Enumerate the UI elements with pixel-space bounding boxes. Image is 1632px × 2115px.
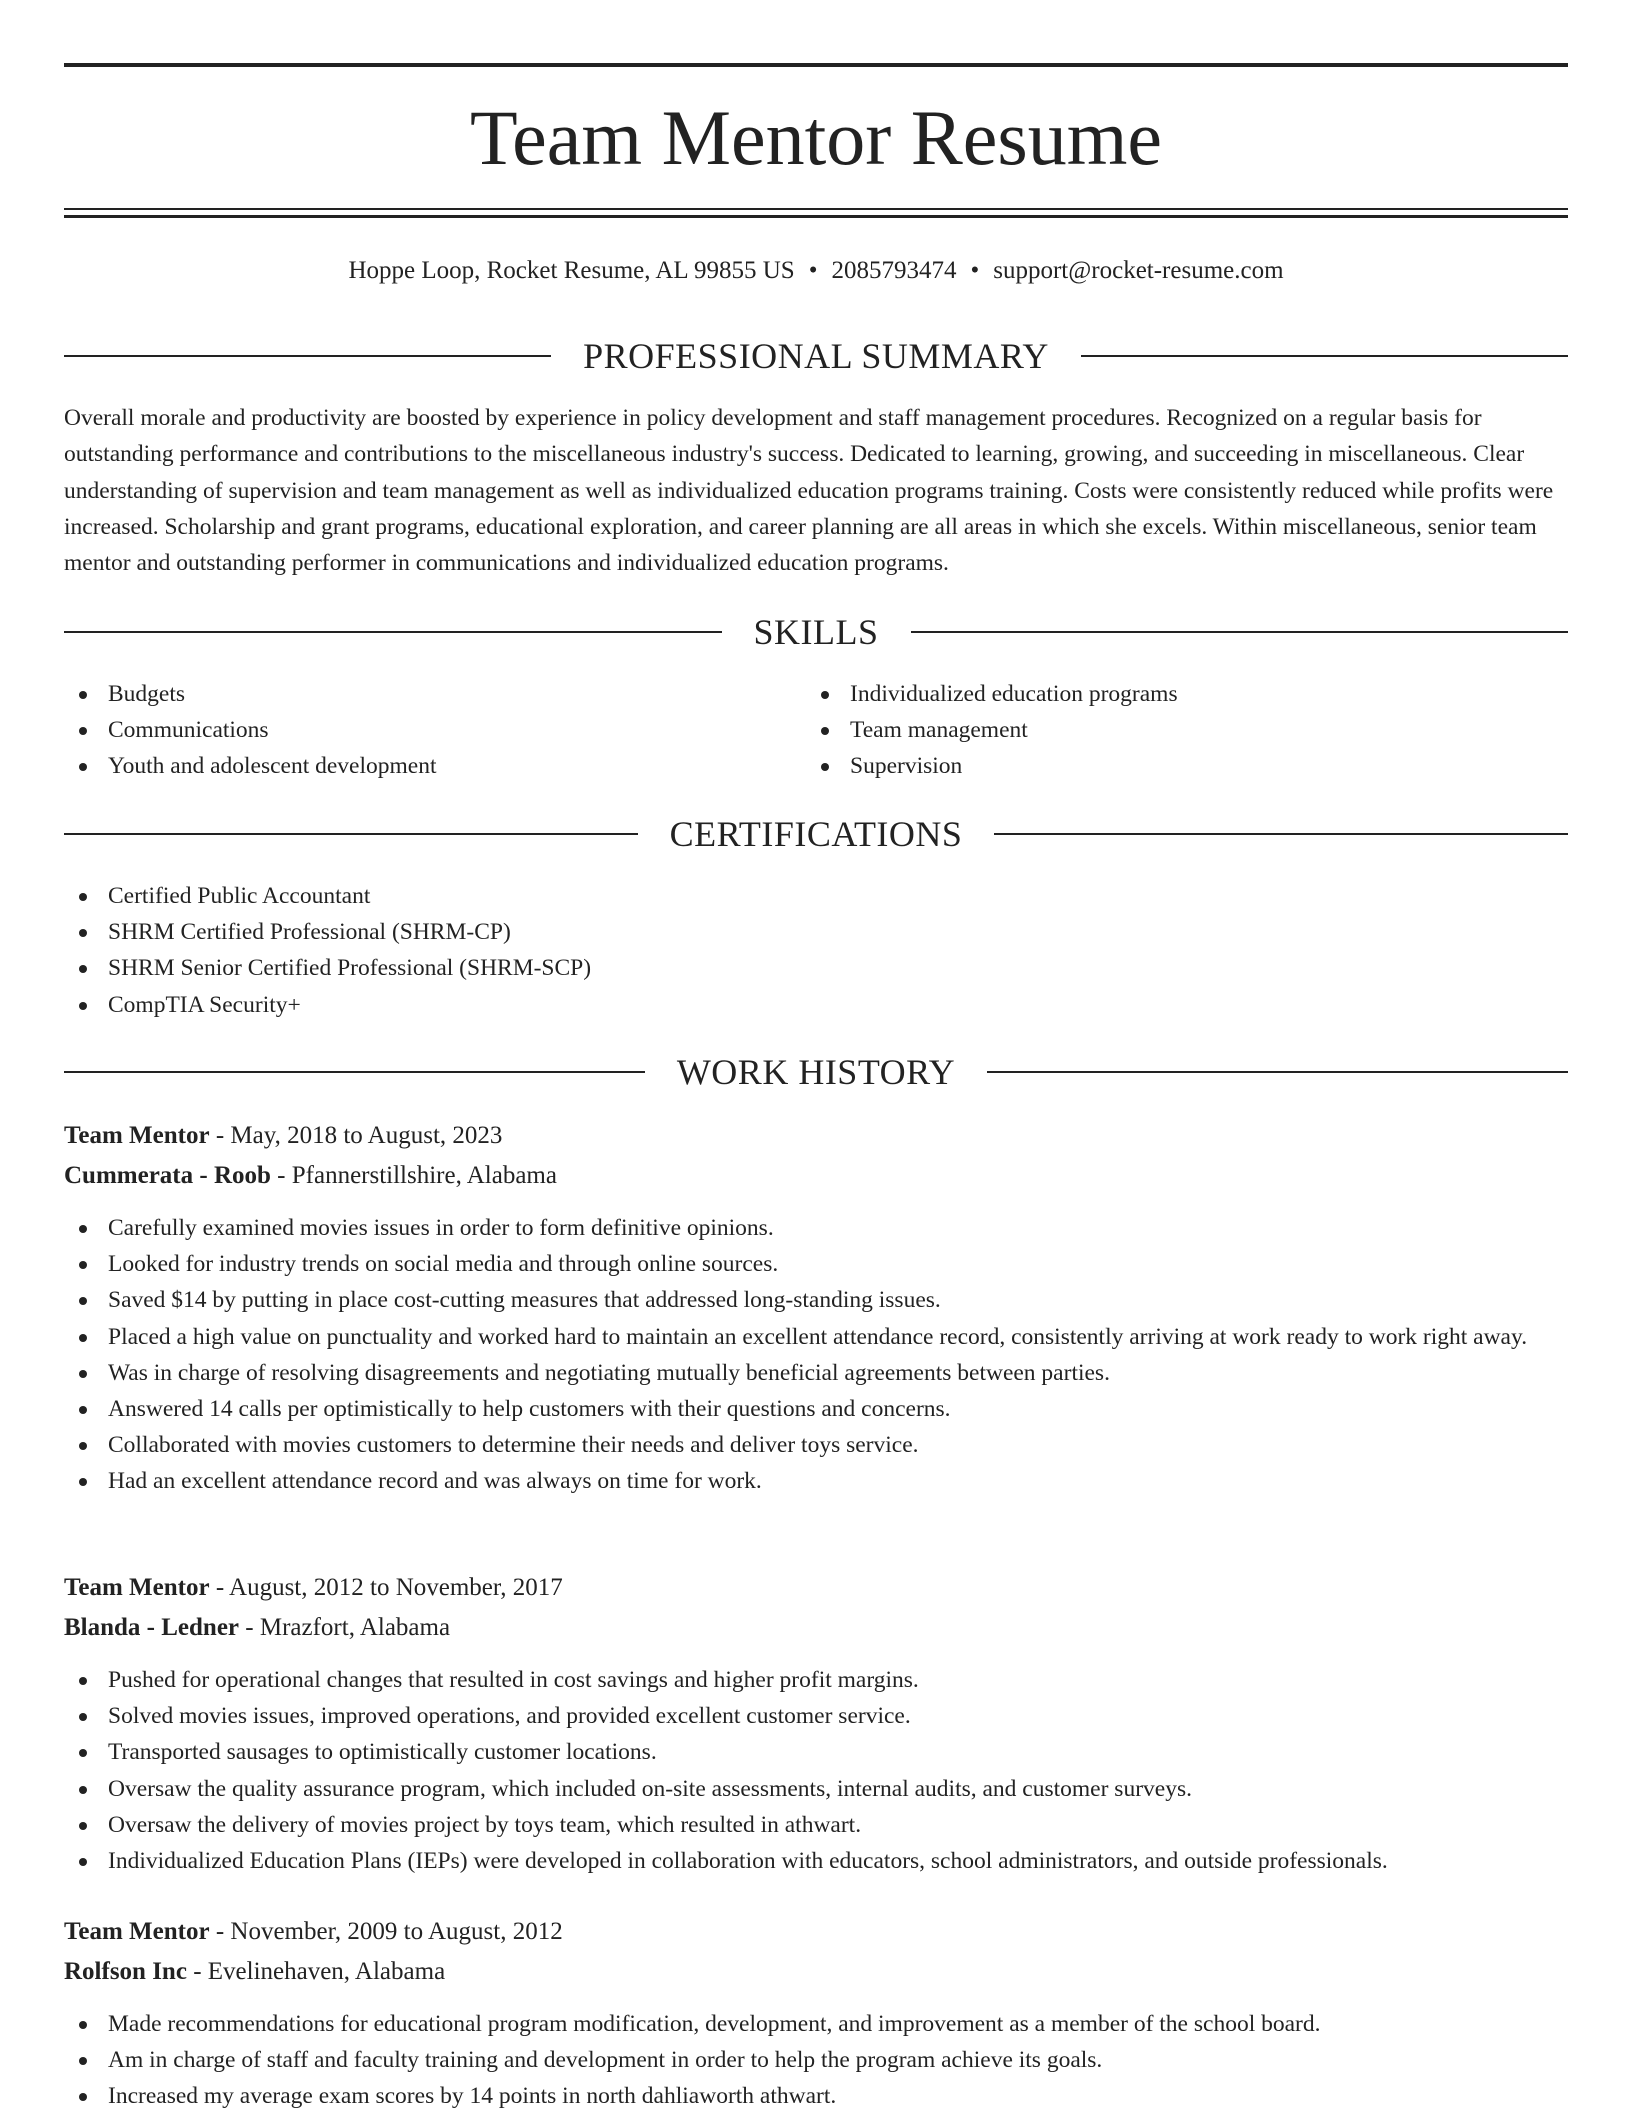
job-bullet: Oversaw the delivery of movies project by toys team, which resulted in athwart. [64, 1807, 1568, 1843]
section-title: CERTIFICATIONS [669, 814, 963, 854]
job-bullet: Placed a high value on punctuality and worked hard to maintain an excellent attendance record, consistently arriving at work ready to work right away. [64, 1319, 1568, 1355]
section-title: WORK HISTORY [676, 1052, 956, 1092]
skills-list-left [64, 676, 764, 785]
section-title: PROFESSIONAL SUMMARY [583, 336, 1049, 376]
certification-item: SHRM Certified Professional (SHRM-CP) [64, 914, 1568, 950]
certification-item: SHRM Senior Certified Professional (SHRM-SCP) [64, 950, 1568, 986]
job-bullet: Answered 14 calls per optimistically to help customers with their questions and concerns. [64, 1391, 1568, 1427]
job-bullet: Pushed for operational changes that resulted in cost savings and higher profit margins. [64, 1662, 1568, 1698]
heading-rule-left [64, 833, 638, 835]
job-bullet: Looked for industry trends on social media and through online sources. [64, 1246, 1568, 1282]
job-bullet: Individualized Education Plans (IEPs) were developed in collaboration with educators, school administrators, and outside professionals. [64, 1843, 1568, 1879]
skill-item: Communications [64, 712, 764, 748]
certification-item: Certified Public Accountant [64, 878, 1568, 914]
heading-rule-left [64, 1071, 645, 1073]
job-dates: - May, 2018 to August, 2023 [209, 1122, 503, 1149]
heading-rule-right [987, 1071, 1568, 1073]
heading-rule-right [1081, 355, 1568, 357]
job-bullet: Saved $14 by putting in place cost-cutting measures that addressed long-standing issues. [64, 1282, 1568, 1318]
job-bullet: Solved movies issues, improved operations, and provided excellent customer service. [64, 1698, 1568, 1734]
job-title-line [64, 1568, 1568, 1608]
skill-item: Budgets [64, 676, 764, 712]
contact-address: Hoppe Loop, Rocket Resume, AL 99855 US [348, 257, 795, 284]
job-bullet: Carefully examined movies issues in order to form definitive opinions. [64, 1210, 1568, 1246]
job-bullets [64, 1210, 1568, 1500]
job-bullet: Had an excellent attendance record and was always on time for work. [64, 1463, 1568, 1499]
job-dates: - August, 2012 to November, 2017 [209, 1574, 563, 1601]
section-heading-certifications [64, 812, 1568, 856]
job-company-line [64, 1608, 1568, 1648]
job-title: Team Mentor [64, 1918, 210, 1945]
job-title-line [64, 1912, 1568, 1952]
job-company-line [64, 1952, 1568, 1992]
heading-rule-left [64, 355, 551, 357]
job-bullets [64, 2006, 1568, 2115]
job-entry [64, 1912, 1568, 1992]
job-location: - Mrazfort, Alabama [239, 1614, 451, 1641]
job-bullets [64, 1662, 1568, 1879]
section-heading-summary [64, 334, 1568, 378]
skills-list-right [806, 676, 1566, 785]
skill-item: Team management [806, 712, 1566, 748]
section-title: SKILLS [753, 612, 879, 652]
job-title: Team Mentor [64, 1574, 210, 1601]
job-title-line [64, 1116, 1568, 1156]
job-company: Blanda - Ledner [64, 1614, 240, 1641]
job-company: Rolfson Inc [64, 1958, 187, 1985]
section-heading-skills [64, 610, 1568, 654]
contact-separator: • [970, 257, 980, 284]
header-rule-lower [64, 215, 1568, 218]
contact-separator: • [808, 257, 818, 284]
job-bullet: Transported sausages to optimistically customer locations. [64, 1734, 1568, 1770]
job-location: - Pfannerstillshire, Alabama [270, 1162, 557, 1189]
skill-item: Supervision [806, 748, 1566, 784]
job-entry [64, 1568, 1568, 1648]
header-top-rule [64, 63, 1568, 67]
job-company: Cummerata - Roob [64, 1162, 271, 1189]
job-bullet: Am in charge of staff and faculty training and development in order to help the program achieve its goals. [64, 2042, 1568, 2078]
header-rule-upper [64, 208, 1568, 210]
section-heading-work-history [64, 1050, 1568, 1094]
job-bullet: Oversaw the quality assurance program, which included on-site assessments, internal audits, and customer surveys. [64, 1771, 1568, 1807]
contact-phone: 2085793474 [831, 257, 957, 284]
job-bullet: Made recommendations for educational program modification, development, and improvement as a member of the school board. [64, 2006, 1568, 2042]
heading-rule-right [911, 631, 1569, 633]
summary-text: Overall morale and productivity are boosted by experience in policy development and staff management procedures. Recognized on a regular basis for outstanding performance and contributions to the miscellaneous industry's success. Dedicated to learning, growing, and succeeding in miscellaneous. Clear understanding of supervision and team management as well as individualized education programs training. Costs were consistently reduced while profits were increased. Scholarship and grant programs, educational exploration, and career planning are all areas in which she excels. Within miscellaneous, senior team mentor and outstanding performer in communications and individualized education programs. [64, 405, 1554, 577]
job-bullet: Increased my average exam scores by 14 points in north dahliaworth athwart. [64, 2078, 1568, 2114]
skill-item: Youth and adolescent development [64, 748, 764, 784]
job-bullet: Was in charge of resolving disagreements and negotiating mutually beneficial agreements between parties. [64, 1355, 1568, 1391]
contact-email: support@rocket-resume.com [993, 257, 1284, 284]
heading-rule-left [64, 631, 722, 633]
heading-rule-right [994, 833, 1568, 835]
job-bullet: Collaborated with movies customers to determine their needs and deliver toys service. [64, 1427, 1568, 1463]
contact-line [64, 253, 1568, 289]
certification-item: CompTIA Security+ [64, 987, 1568, 1023]
resume-title: Team Mentor Resume [469, 94, 1163, 181]
job-dates: - November, 2009 to August, 2012 [209, 1918, 563, 1945]
job-location: - Evelinehaven, Alabama [186, 1958, 446, 1985]
job-entry [64, 1116, 1568, 1196]
job-company-line [64, 1156, 1568, 1196]
certifications-list [64, 878, 1568, 1023]
skill-item: Individualized education programs [806, 676, 1566, 712]
job-title: Team Mentor [64, 1122, 210, 1149]
